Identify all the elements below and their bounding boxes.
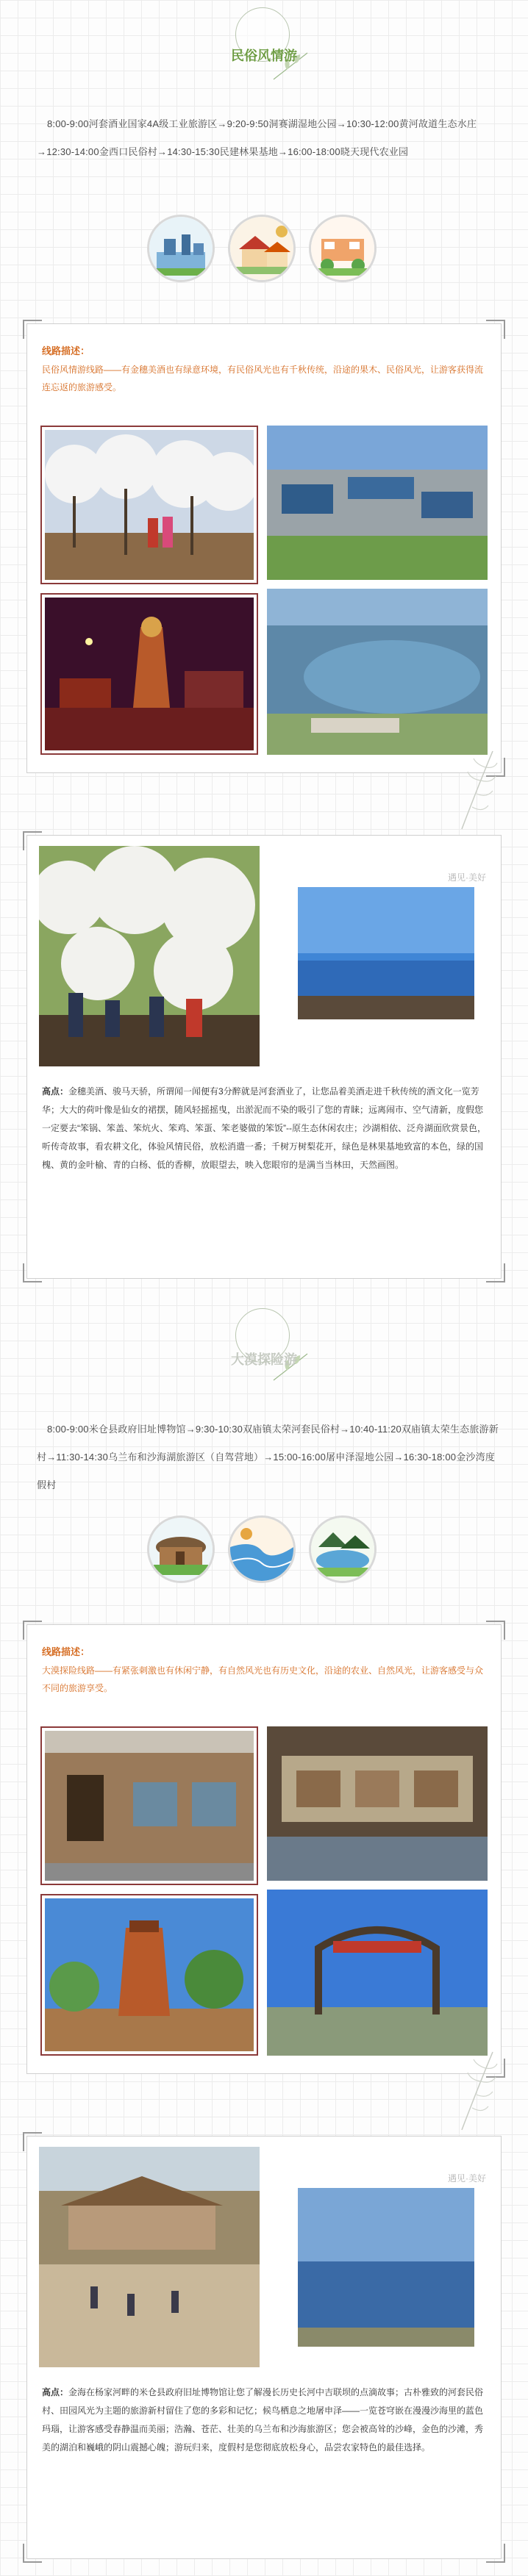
tagline: 遇见·美好 — [448, 2173, 486, 2184]
section1-title: 民俗风情游 — [231, 49, 297, 64]
highlight-label: 高点： — [42, 1086, 69, 1097]
card-corner — [23, 1621, 42, 1640]
village-gate-photo — [267, 1890, 488, 2056]
section1-route-text: 8:00-9:00河套酒业国家4A级工业旅游区→9:20-9:50洞赛湖湿地公园→10:30-12:00黄河故道生态水庄→12:30-14:00金西口民俗村→14:30-15:30民建林果基地→16:00-18:00晓天现代农业园 — [37, 118, 477, 157]
highlight-body: 金海在杨家河畔的米仓县政府旧址博物馆让您了解漫长历史长河中吉联坝的点滴故事；古朴雅致的河套民俗村、田园风光为主题的旅游新村留住了您的多彩和记忆；候鸟栖息之地屠申泽——一览苍穹嵌在漫漫沙海里的蓝色玛瑙，让游客感受春静温而美丽；浩瀚、苍茫、壮美的乌兰布和沙海旅游区；您会被高耸的沙峰，金色的沙滩，秀美的湖泊和巍峨的阴山震撼心魄；游玩归来，度假村是您彻底放松身心，品尝农家特色的最佳选择。 — [42, 2387, 484, 2453]
card-corner — [486, 1621, 505, 1640]
highlight-label: 高点： — [42, 2387, 69, 2397]
section2-route-card — [26, 1624, 502, 2074]
desc-text: 大漠探险线路——有紧张刺激也有休闲宁静，有自然风光也有历史文化，沿途的农业、自然风光，让游客感受与众不同的旅游享受。 — [42, 1665, 484, 1693]
section2-highlight-card — [26, 2136, 502, 2559]
wine-factory-icon — [147, 215, 215, 282]
section2-route-text: 8:00-9:00米仓县政府旧址博物馆→9:30-10:30双庙镇太荣河套民俗村→10:40-11:20双庙镇太荣生态旅游新村→11:30-14:30乌兰布和沙海湖旅游区（自驾营地）→15:00-16:00屠申泽湿地公园→16:30-18:00金沙湾度假村 — [37, 1424, 499, 1490]
card-corner — [486, 2544, 505, 2563]
tagline: 遇见·美好 — [448, 872, 486, 883]
section2-icon-row — [147, 1515, 377, 1583]
desc-label: 线路描述： — [42, 345, 90, 356]
highlight-body: 金穗美酒、骏马天骄，所谓闻一闻便有3分醉就是河套酒业了，让您品着美酒走进千秋传统的酒文化一览芳华；大大的荷叶像是仙女的裙摆，随风轻摇摇曳，出淤泥而不染的吸引了您的青睐；远离闹市、空气清新，度假您一定要去“笨锅、笨盖、笨炕火、笨鸡、笨蛋、笨老婆做的笨饭”--原生态休闲农庄；沙湖相依、泛舟湖面欣赏景色，听传奇故事，看农耕文化，体验风情民俗，放松消遣一番；千树万树梨花开，绿色是林果基地致富的本色，绿的国槐、黄的金叶榆、青的白杨、低的香柳，放眼望去，映入您眼帘的是满当当林田，天然画图。 — [42, 1086, 486, 1170]
section1-title-decoration — [221, 7, 309, 81]
lake-park-aerial-photo — [267, 589, 488, 755]
museum-building-photo — [40, 1726, 258, 1885]
section1-icon-row — [147, 215, 377, 282]
section2-title-decoration — [221, 1308, 309, 1382]
river-icon — [228, 1515, 296, 1583]
watch-tower-photo — [40, 1894, 258, 2056]
decorative-leaf-icon — [456, 750, 500, 830]
highlight-text — [42, 1083, 488, 1174]
section1-highlight-card — [26, 835, 502, 1279]
desc-label: 线路描述： — [42, 1646, 90, 1657]
pear-blossom-photo — [40, 426, 258, 584]
lake-icon — [309, 1515, 377, 1583]
industrial-park-aerial-photo — [267, 426, 488, 580]
card-corner — [23, 2544, 42, 2563]
card-corner — [486, 320, 505, 339]
courtyard-visitors-photo — [39, 2147, 260, 2367]
section2-title: 大漠探险游 — [231, 1352, 297, 1368]
highlight-text — [42, 2383, 488, 2457]
desc-text: 民俗风情游线路——有金穗美酒也有绿意环境，有民俗风光也有千秋传统，沿途的果木、民俗风光，让游客获得流连忘返的旅游感受。 — [42, 365, 484, 392]
decorative-leaf-icon — [456, 2051, 500, 2131]
village-house-icon — [228, 215, 296, 282]
lake-blue-sky-photo — [298, 887, 474, 1019]
card-corner — [23, 1263, 42, 1282]
pear-orchard-visitors-photo — [39, 846, 260, 1066]
exhibition-hall-photo — [267, 1726, 488, 1881]
museum-icon — [147, 1515, 215, 1583]
section1-route-card — [26, 323, 502, 773]
card-corner — [486, 1263, 505, 1282]
farm-field-icon — [309, 215, 377, 282]
card-corner — [23, 320, 42, 339]
sea-lake-photo — [298, 2188, 474, 2347]
wine-tower-night-photo — [40, 593, 258, 755]
